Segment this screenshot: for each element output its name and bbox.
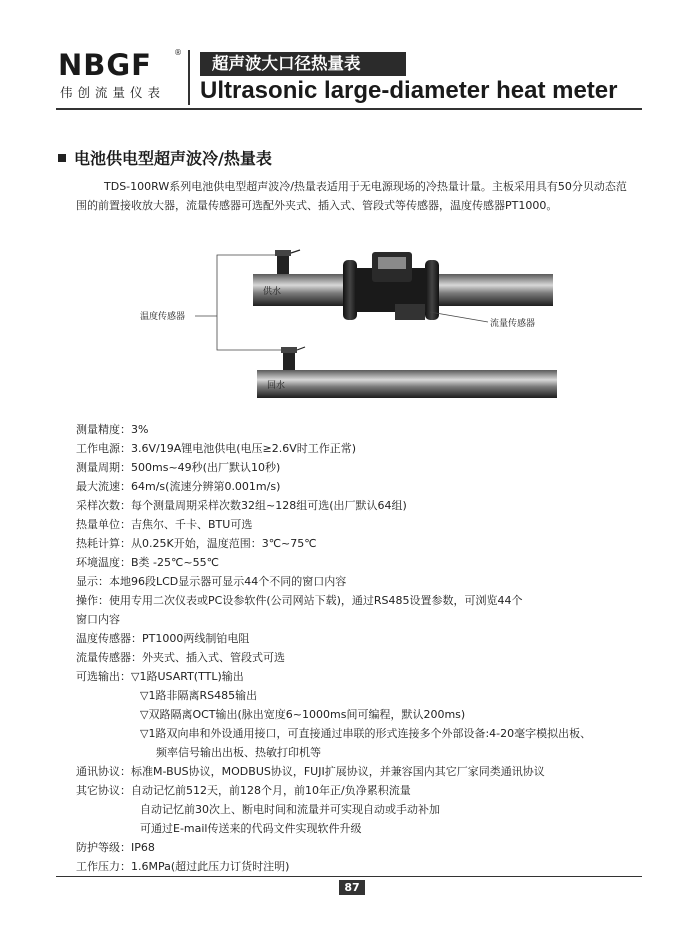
spec-display: 显示：本地96段LCD显示器可显示44个不同的窗口内容 bbox=[76, 575, 347, 588]
other-protocol-item: 自动记忆前30次上、断电时间和流量并可实现自动或手动补加 bbox=[140, 803, 440, 816]
specifications-list bbox=[76, 420, 676, 876]
logo-company-name: 伟创流量仪表 bbox=[60, 85, 166, 100]
section-title: 电池供电型超声波冷/热量表 bbox=[74, 149, 272, 168]
heat-meter-icon bbox=[343, 252, 439, 320]
logo-mark: NBGF bbox=[58, 48, 152, 82]
output-item-cont: 频率信号输出出板、热敏打印机等 bbox=[156, 746, 321, 759]
flow-sensor-label: 流量传感器 bbox=[490, 319, 536, 329]
header-divider bbox=[188, 50, 190, 105]
spec-protection: 防护等级：IP68 bbox=[76, 841, 155, 854]
spec-outputs: 可选输出：▽1路USART(TTL)输出 bbox=[76, 670, 244, 683]
output-item: ▽1路非隔离RS485输出 bbox=[140, 689, 258, 702]
spec-temp-sensor: 温度传感器：PT1000两线制铂电阻 bbox=[76, 632, 250, 645]
page-number: 87 bbox=[339, 880, 365, 895]
spec-flow-sensor: 流量传感器：外夹式、插入式、管段式可选 bbox=[76, 651, 285, 664]
return-pipe bbox=[257, 370, 557, 398]
spec-accuracy: 测量精度：3% bbox=[76, 423, 149, 436]
registered-mark: ® bbox=[174, 48, 182, 57]
spec-pressure: 工作压力：1.6MPa(超过此压力订货时注明) bbox=[76, 860, 290, 873]
other-protocol-item: 可通过E-mail传送来的代码文件实现软件升级 bbox=[140, 822, 362, 835]
spec-operation: 操作：使用专用二次仪表或PC设参软件(公司网站下载)，通过RS485设置参数，可浏览44个 bbox=[76, 594, 523, 607]
supply-label: 供水 bbox=[263, 287, 282, 297]
return-label: 回水 bbox=[267, 381, 286, 391]
spec-comm-protocol: 通讯协议：标准M-BUS协议，MODBUS协议，FUJI扩展协议，并兼容国内其它厂家同类通讯协议 bbox=[76, 765, 545, 778]
spec-ambient-temp: 环境温度：B类 -25℃~55℃ bbox=[76, 556, 219, 569]
output-item: ▽1路双向串和外设通用接口，可直接通过串联的形式连接多个外部设备:4-20毫字模拟出板、 bbox=[140, 727, 592, 740]
supply-temp-sensor-icon bbox=[275, 250, 300, 274]
spec-cycle: 测量周期：500ms~49秒(出厂默认10秒) bbox=[76, 461, 281, 474]
temp-sensor-label: 温度传感器 bbox=[140, 312, 186, 322]
spec-other-protocol: 其它协议：自动记忆前512天，前128个月，前10年正/负净累积流量 bbox=[76, 784, 411, 797]
header-rule bbox=[56, 108, 642, 110]
return-temp-sensor-icon bbox=[281, 347, 305, 370]
title-chinese: 超声波大口径热量表 bbox=[200, 52, 406, 76]
installation-diagram bbox=[140, 240, 580, 410]
company-logo bbox=[58, 48, 183, 103]
title-english: Ultrasonic large-diameter heat meter bbox=[200, 77, 618, 104]
spec-operation-cont: 窗口内容 bbox=[76, 613, 120, 626]
spec-power: 工作电源：3.6V/19A锂电池供电(电压≥2.6V时工作正常) bbox=[76, 442, 357, 455]
spec-max-velocity: 最大流速：64m/s(流速分辨第0.001m/s) bbox=[76, 480, 281, 493]
spec-heat-calc: 热耗计算：从0.25K开始，温度范围：3℃~75℃ bbox=[76, 537, 317, 550]
spec-heat-unit: 热量单位：吉焦尔、千卡、BTU可选 bbox=[76, 518, 253, 531]
output-item: ▽双路隔离OCT输出(脉出宽度6~1000ms间可编程，默认200ms) bbox=[140, 708, 466, 721]
section-bullet-icon bbox=[58, 154, 66, 162]
footer-rule bbox=[56, 876, 642, 877]
intro-paragraph: TDS-100RW系列电池供电型超声波冷/热量表适用于无电源现场的冷热量计量。主板采用具有50分贝动态范围的前置接收放大器，流量传感器可选配外夹式、插入式、管段式等传感器，温度传感器PT1000。 bbox=[76, 180, 627, 212]
spec-sampling: 采样次数：每个测量周期采样次数32组~128组可选(出厂默认64组) bbox=[76, 499, 407, 512]
